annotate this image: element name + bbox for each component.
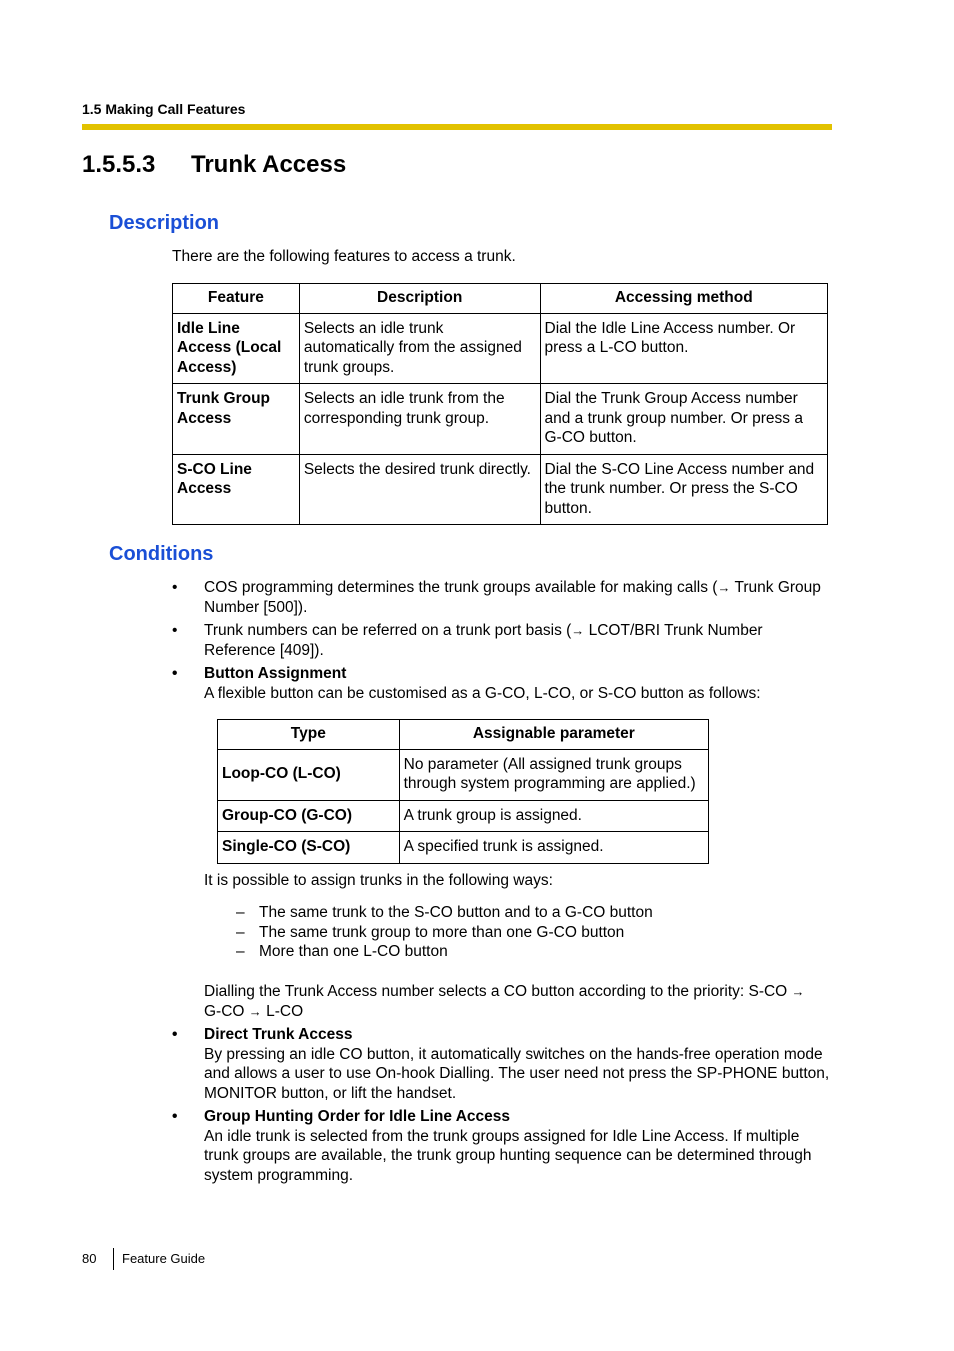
assign-ways-list (236, 903, 653, 962)
list-item: – More than one L-CO button (236, 943, 448, 960)
method-cell: Dial the Idle Line Access number. Or press a L-CO button. (540, 313, 828, 384)
type-cell: Loop-CO (L-CO) (218, 749, 400, 800)
arrow-right-icon: → (571, 623, 585, 638)
button-assignment-table (217, 719, 709, 864)
description-cell: Selects the desired trunk directly. (299, 454, 540, 525)
assign-ways-intro: It is possible to assign trunks in the following ways: (204, 872, 553, 889)
parameter-cell: A trunk group is assigned. (399, 800, 708, 832)
bullet-text: COS programming determines the trunk groups available for making calls ( (204, 579, 718, 596)
bullet-text: By pressing an idle CO button, it automatically switches on the hands-free operation mode and allows a user to use On-hook Dialling. The user need not press the SP-PHONE button, MONITOR button, or lift the handset. (204, 1045, 830, 1102)
condition-bullet-cos (172, 578, 832, 617)
section-title (82, 151, 346, 179)
table-row (218, 832, 709, 864)
footer-label: Feature Guide (122, 1251, 206, 1266)
bullet-title: Group Hunting Order for Idle Line Access (204, 1108, 511, 1125)
feature-cell: Idle Line Access (Local Access) (173, 313, 300, 384)
bullet-text: A flexible button can be customised as a G-CO, L-CO, or S-CO button as follows: (204, 684, 761, 702)
table-row (173, 384, 828, 455)
method-cell: Dial the S-CO Line Access number and the trunk number. Or press the S-CO button. (540, 454, 828, 525)
section-number: 1.5.5.3 (82, 151, 156, 178)
footer-divider (113, 1248, 114, 1270)
col-header-type: Type (218, 720, 400, 750)
bullet-text: Trunk numbers can be referred on a trunk port basis ( (204, 622, 572, 639)
col-header-description: Description (299, 284, 540, 314)
bullet-text: An idle trunk is selected from the trunk groups assigned for Idle Line Access. If multiple trunk groups are available, the trunk group hunting sequence can be determined through system programming. (204, 1127, 812, 1184)
header-rule (82, 124, 832, 130)
method-cell: Dial the Trunk Group Access number and a trunk group number. Or press a G-CO button. (540, 384, 828, 455)
bullet-dot: • (172, 579, 178, 596)
condition-bullet-hunting-order (172, 1107, 832, 1185)
arrow-right-icon: → (717, 580, 731, 595)
col-header-feature: Feature (173, 284, 300, 314)
type-cell: Single-CO (S-CO) (218, 832, 400, 864)
bullet-dot: • (172, 622, 178, 639)
bullet-title: Button Assignment (204, 665, 347, 682)
condition-bullet-direct-trunk (172, 1025, 832, 1103)
conditions-heading: Conditions (109, 543, 214, 565)
section-title-text: Trunk Access (191, 151, 347, 178)
page-number: 80 (82, 1251, 97, 1266)
condition-bullet-button-assignment (172, 664, 832, 703)
description-intro: There are the following features to access a trunk. (172, 248, 516, 265)
description-cell: Selects an idle trunk automatically from the assigned trunk groups. (299, 313, 540, 384)
table-row (218, 800, 709, 832)
priority-text: Dialling the Trunk Access number selects a CO button according to the priority: S-CO → G-CO → L-CO (204, 983, 805, 1020)
bullet-dot: • (172, 1108, 178, 1125)
feature-cell: S-CO Line Access (173, 454, 300, 525)
bullet-dot: • (172, 665, 178, 682)
arrow-right-icon: → (791, 984, 805, 999)
bullet-dot: • (172, 1026, 178, 1043)
cross-reference-link: Trunk Group Number [500]). (204, 579, 821, 616)
arrow-right-icon: → (248, 1003, 262, 1019)
col-header-method: Accessing method (540, 284, 828, 314)
cross-reference-link: LCOT/BRI Trunk Number Reference [409]). (204, 622, 763, 659)
list-item: – The same trunk to the S-CO button and to a G-CO button (236, 904, 653, 921)
condition-bullet-trunk-numbers (172, 621, 832, 660)
col-header-parameter: Assignable parameter (399, 720, 708, 750)
features-table (172, 283, 828, 525)
table-row (218, 749, 709, 800)
list-item: – The same trunk group to more than one G-CO button (236, 923, 625, 941)
table-row (173, 313, 828, 384)
parameter-cell: No parameter (All assigned trunk groups through system programming are applied.) (399, 749, 708, 800)
description-heading: Description (109, 212, 220, 234)
running-head: 1.5 Making Call Features (82, 101, 246, 117)
bullet-title: Direct Trunk Access (204, 1026, 353, 1043)
parameter-cell: A specified trunk is assigned. (399, 832, 708, 864)
table-row (173, 454, 828, 525)
type-cell: Group-CO (G-CO) (218, 800, 400, 832)
feature-cell: Trunk Group Access (173, 384, 300, 455)
description-cell: Selects an idle trunk from the corresponding trunk group. (299, 384, 540, 455)
